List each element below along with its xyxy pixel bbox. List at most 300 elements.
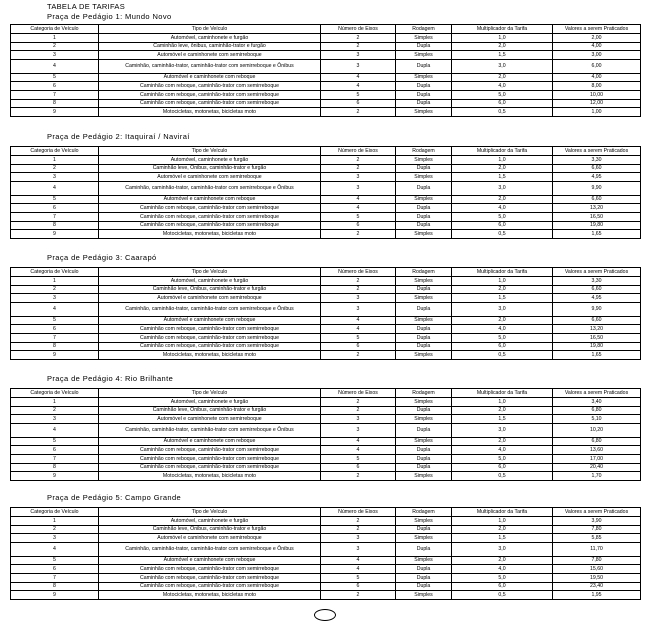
value-cell: 3,40 bbox=[553, 398, 641, 407]
value-cell: 6,00 bbox=[553, 59, 641, 73]
category-cell: 6 bbox=[11, 82, 99, 91]
page-number-marker bbox=[314, 609, 336, 621]
value-cell: 23,40 bbox=[553, 582, 641, 591]
wheelset-cell: Simples bbox=[396, 156, 452, 165]
wheelset-cell: Simples bbox=[396, 472, 452, 481]
axles-cell: 3 bbox=[321, 415, 396, 424]
value-cell: 13,20 bbox=[553, 325, 641, 334]
table-row bbox=[11, 90, 641, 99]
vehicle-type-cell: Caminhão com reboque, caminhão-trator com semirreboque bbox=[99, 582, 321, 591]
table-header-row bbox=[11, 508, 641, 517]
column-header-multiplier: Multiplicador da Tarifa bbox=[452, 389, 553, 398]
category-cell: 5 bbox=[11, 556, 99, 565]
category-cell: 9 bbox=[11, 472, 99, 481]
vehicle-type-cell: Caminhão com reboque, caminhão-trator com semirreboque bbox=[99, 342, 321, 351]
value-cell: 16,50 bbox=[553, 212, 641, 221]
axles-cell: 4 bbox=[321, 195, 396, 204]
category-cell: 5 bbox=[11, 316, 99, 325]
wheelset-cell: Dupla bbox=[396, 181, 452, 195]
table-row bbox=[11, 173, 641, 182]
table-row bbox=[11, 406, 641, 415]
wheelset-cell: Dupla bbox=[396, 542, 452, 556]
axles-cell: 2 bbox=[321, 156, 396, 165]
multiplier-cell: 6,0 bbox=[452, 582, 553, 591]
vehicle-type-cell: Motocicletas, motonetas, bicicletas moto bbox=[99, 351, 321, 360]
axles-cell: 3 bbox=[321, 51, 396, 60]
wheelset-cell: Dupla bbox=[396, 285, 452, 294]
multiplier-cell: 5,0 bbox=[452, 454, 553, 463]
category-cell: 9 bbox=[11, 108, 99, 117]
column-header-category: Categoria de Veículo bbox=[11, 268, 99, 277]
axles-cell: 2 bbox=[321, 472, 396, 481]
wheelset-cell: Dupla bbox=[396, 59, 452, 73]
vehicle-type-cell: Motocicletas, motonetas, bicicletas moto bbox=[99, 108, 321, 117]
multiplier-cell: 3,0 bbox=[452, 542, 553, 556]
vehicle-type-cell: Automóvel, caminhonete e furgão bbox=[99, 398, 321, 407]
multiplier-cell: 3,0 bbox=[452, 181, 553, 195]
wheelset-cell: Dupla bbox=[396, 525, 452, 534]
vehicle-type-cell: Caminhão, caminhão-trator, caminhão-trator com semirreboque e Ônibus bbox=[99, 181, 321, 195]
axles-cell: 5 bbox=[321, 212, 396, 221]
wheelset-cell: Dupla bbox=[396, 573, 452, 582]
axles-cell: 5 bbox=[321, 454, 396, 463]
column-header-axles: Número de Eixos bbox=[321, 508, 396, 517]
category-cell: 5 bbox=[11, 73, 99, 82]
vehicle-type-cell: Automóvel, caminhonete e furgão bbox=[99, 517, 321, 526]
multiplier-cell: 1,0 bbox=[452, 34, 553, 43]
vehicle-type-cell: Caminhão, caminhão-trator, caminhão-trator com semirreboque e Ônibus bbox=[99, 302, 321, 316]
table-row bbox=[11, 351, 641, 360]
column-header-category: Categoria de Veículo bbox=[11, 25, 99, 34]
column-header-category: Categoria de Veículo bbox=[11, 147, 99, 156]
wheelset-cell: Dupla bbox=[396, 565, 452, 574]
category-cell: 3 bbox=[11, 415, 99, 424]
category-cell: 5 bbox=[11, 437, 99, 446]
wheelset-cell: Simples bbox=[396, 51, 452, 60]
axles-cell: 6 bbox=[321, 582, 396, 591]
section-title-campo-grande: Praça de Pedágio 5: Campo Grande bbox=[47, 493, 182, 502]
table-row bbox=[11, 463, 641, 472]
wheelset-cell: Dupla bbox=[396, 463, 452, 472]
vehicle-type-cell: Caminhão leve, Ônibus, caminhão-trator e furgão bbox=[99, 164, 321, 173]
section-title-caarapo: Praça de Pedágio 3: Caarapó bbox=[47, 253, 157, 262]
table-row bbox=[11, 285, 641, 294]
tariff-table-campo-grande bbox=[10, 507, 641, 600]
value-cell: 20,40 bbox=[553, 463, 641, 472]
axles-cell: 3 bbox=[321, 534, 396, 543]
wheelset-cell: Simples bbox=[396, 34, 452, 43]
multiplier-cell: 3,0 bbox=[452, 302, 553, 316]
table-row bbox=[11, 446, 641, 455]
category-cell: 1 bbox=[11, 34, 99, 43]
value-cell: 15,60 bbox=[553, 565, 641, 574]
value-cell: 3,00 bbox=[553, 51, 641, 60]
wheelset-cell: Dupla bbox=[396, 42, 452, 51]
wheelset-cell: Dupla bbox=[396, 82, 452, 91]
column-header-category: Categoria de Veículo bbox=[11, 389, 99, 398]
column-header-vehicle-type: Tipo de Veículo bbox=[99, 508, 321, 517]
category-cell: 6 bbox=[11, 446, 99, 455]
category-cell: 4 bbox=[11, 59, 99, 73]
multiplier-cell: 1,0 bbox=[452, 517, 553, 526]
multiplier-cell: 0,5 bbox=[452, 108, 553, 117]
category-cell: 2 bbox=[11, 164, 99, 173]
value-cell: 1,70 bbox=[553, 472, 641, 481]
table-row bbox=[11, 573, 641, 582]
vehicle-type-cell: Automóvel e caminhonete com reboque bbox=[99, 437, 321, 446]
column-header-value: Valores a serem Praticados bbox=[553, 508, 641, 517]
axles-cell: 4 bbox=[321, 82, 396, 91]
value-cell: 1,65 bbox=[553, 351, 641, 360]
multiplier-cell: 6,0 bbox=[452, 342, 553, 351]
wheelset-cell: Dupla bbox=[396, 204, 452, 213]
category-cell: 6 bbox=[11, 565, 99, 574]
table-row bbox=[11, 59, 641, 73]
vehicle-type-cell: Caminhão com reboque, caminhão-trator com semirreboque bbox=[99, 212, 321, 221]
value-cell: 19,50 bbox=[553, 573, 641, 582]
category-cell: 9 bbox=[11, 351, 99, 360]
table-row bbox=[11, 99, 641, 108]
wheelset-cell: Simples bbox=[396, 517, 452, 526]
vehicle-type-cell: Motocicletas, motonetas, bicicletas moto bbox=[99, 472, 321, 481]
table-row bbox=[11, 591, 641, 600]
wheelset-cell: Dupla bbox=[396, 446, 452, 455]
column-header-value: Valores a serem Praticados bbox=[553, 147, 641, 156]
table-row bbox=[11, 534, 641, 543]
axles-cell: 2 bbox=[321, 42, 396, 51]
wheelset-cell: Dupla bbox=[396, 325, 452, 334]
table-row bbox=[11, 582, 641, 591]
column-header-wheelset: Rodagem bbox=[396, 25, 452, 34]
table-row bbox=[11, 181, 641, 195]
wheelset-cell: Dupla bbox=[396, 454, 452, 463]
vehicle-type-cell: Caminhão com reboque, caminhão-trator com semirreboque bbox=[99, 565, 321, 574]
category-cell: 5 bbox=[11, 195, 99, 204]
vehicle-type-cell: Caminhão com reboque, caminhão-trator com semirreboque bbox=[99, 333, 321, 342]
category-cell: 9 bbox=[11, 591, 99, 600]
wheelset-cell: Simples bbox=[396, 437, 452, 446]
table-row bbox=[11, 195, 641, 204]
table-row bbox=[11, 34, 641, 43]
column-header-multiplier: Multiplicador da Tarifa bbox=[452, 508, 553, 517]
multiplier-cell: 3,0 bbox=[452, 59, 553, 73]
axles-cell: 2 bbox=[321, 164, 396, 173]
axles-cell: 4 bbox=[321, 316, 396, 325]
multiplier-cell: 6,0 bbox=[452, 463, 553, 472]
vehicle-type-cell: Caminhão com reboque, caminhão-trator com semirreboque bbox=[99, 82, 321, 91]
multiplier-cell: 4,0 bbox=[452, 325, 553, 334]
wheelset-cell: Dupla bbox=[396, 406, 452, 415]
column-header-multiplier: Multiplicador da Tarifa bbox=[452, 268, 553, 277]
multiplier-cell: 4,0 bbox=[452, 565, 553, 574]
wheelset-cell: Dupla bbox=[396, 221, 452, 230]
category-cell: 7 bbox=[11, 573, 99, 582]
table-row bbox=[11, 156, 641, 165]
value-cell: 1,00 bbox=[553, 108, 641, 117]
value-cell: 9,90 bbox=[553, 181, 641, 195]
tariff-table-mundo-novo bbox=[10, 24, 641, 117]
value-cell: 13,60 bbox=[553, 446, 641, 455]
section-title-rio-brilhante: Praça de Pedágio 4: Rio Brilhante bbox=[47, 374, 174, 383]
table-row bbox=[11, 525, 641, 534]
axles-cell: 4 bbox=[321, 565, 396, 574]
value-cell: 4,00 bbox=[553, 73, 641, 82]
axles-cell: 3 bbox=[321, 423, 396, 437]
value-cell: 3,30 bbox=[553, 156, 641, 165]
value-cell: 3,30 bbox=[553, 277, 641, 286]
category-cell: 8 bbox=[11, 582, 99, 591]
vehicle-type-cell: Caminhão, caminhão-trator, caminhão-trator com semirreboque e Ônibus bbox=[99, 542, 321, 556]
category-cell: 4 bbox=[11, 302, 99, 316]
axles-cell: 6 bbox=[321, 99, 396, 108]
axles-cell: 3 bbox=[321, 173, 396, 182]
axles-cell: 4 bbox=[321, 556, 396, 565]
multiplier-cell: 3,0 bbox=[452, 423, 553, 437]
vehicle-type-cell: Caminhão leve, Ônibus, caminhão-trator e furgão bbox=[99, 525, 321, 534]
category-cell: 3 bbox=[11, 173, 99, 182]
category-cell: 1 bbox=[11, 156, 99, 165]
multiplier-cell: 2,0 bbox=[452, 42, 553, 51]
tariff-table-rio-brilhante bbox=[10, 388, 641, 481]
column-header-wheelset: Rodagem bbox=[396, 147, 452, 156]
axles-cell: 4 bbox=[321, 437, 396, 446]
section-title-itaquirai-navirai: Praça de Pedágio 2: Itaquiraí / Naviraí bbox=[47, 132, 190, 141]
category-cell: 4 bbox=[11, 542, 99, 556]
column-header-multiplier: Multiplicador da Tarifa bbox=[452, 25, 553, 34]
vehicle-type-cell: Caminhão com reboque, caminhão-trator com semirreboque bbox=[99, 454, 321, 463]
multiplier-cell: 0,5 bbox=[452, 591, 553, 600]
wheelset-cell: Dupla bbox=[396, 582, 452, 591]
axles-cell: 5 bbox=[321, 573, 396, 582]
category-cell: 7 bbox=[11, 454, 99, 463]
axles-cell: 2 bbox=[321, 398, 396, 407]
wheelset-cell: Simples bbox=[396, 277, 452, 286]
value-cell: 6,80 bbox=[553, 406, 641, 415]
multiplier-cell: 5,0 bbox=[452, 573, 553, 582]
value-cell: 5,85 bbox=[553, 534, 641, 543]
axles-cell: 3 bbox=[321, 294, 396, 303]
column-header-vehicle-type: Tipo de Veículo bbox=[99, 389, 321, 398]
wheelset-cell: Simples bbox=[396, 173, 452, 182]
multiplier-cell: 2,0 bbox=[452, 437, 553, 446]
category-cell: 8 bbox=[11, 221, 99, 230]
value-cell: 2,00 bbox=[553, 34, 641, 43]
multiplier-cell: 1,0 bbox=[452, 398, 553, 407]
vehicle-type-cell: Caminhão, caminhão-trator, caminhão-trator com semirreboque e Ônibus bbox=[99, 59, 321, 73]
value-cell: 1,95 bbox=[553, 591, 641, 600]
value-cell: 4,00 bbox=[553, 42, 641, 51]
column-header-value: Valores a serem Praticados bbox=[553, 268, 641, 277]
value-cell: 7,80 bbox=[553, 556, 641, 565]
wheelset-cell: Simples bbox=[396, 591, 452, 600]
axles-cell: 5 bbox=[321, 90, 396, 99]
value-cell: 4,95 bbox=[553, 173, 641, 182]
multiplier-cell: 1,0 bbox=[452, 277, 553, 286]
multiplier-cell: 1,5 bbox=[452, 534, 553, 543]
axles-cell: 2 bbox=[321, 351, 396, 360]
vehicle-type-cell: Caminhão leve, ônibus, caminhão-trator e furgão bbox=[99, 42, 321, 51]
multiplier-cell: 4,0 bbox=[452, 204, 553, 213]
multiplier-cell: 2,0 bbox=[452, 525, 553, 534]
vehicle-type-cell: Caminhão com reboque, caminhão-trator com semirreboque bbox=[99, 463, 321, 472]
multiplier-cell: 2,0 bbox=[452, 195, 553, 204]
table-row bbox=[11, 423, 641, 437]
vehicle-type-cell: Caminhão com reboque, caminhão-trator com semirreboque bbox=[99, 573, 321, 582]
value-cell: 17,00 bbox=[553, 454, 641, 463]
vehicle-type-cell: Motocicletas, motonetas, bicicletas moto bbox=[99, 591, 321, 600]
vehicle-type-cell: Automóvel, caminhonete e furgão bbox=[99, 34, 321, 43]
multiplier-cell: 2,0 bbox=[452, 164, 553, 173]
vehicle-type-cell: Automóvel e caminhonete com reboque bbox=[99, 73, 321, 82]
wheelset-cell: Dupla bbox=[396, 164, 452, 173]
axles-cell: 4 bbox=[321, 325, 396, 334]
value-cell: 4,95 bbox=[553, 294, 641, 303]
wheelset-cell: Dupla bbox=[396, 302, 452, 316]
table-header-row bbox=[11, 147, 641, 156]
value-cell: 6,60 bbox=[553, 164, 641, 173]
table-row bbox=[11, 415, 641, 424]
vehicle-type-cell: Automóvel e caminhonete com reboque bbox=[99, 316, 321, 325]
vehicle-type-cell: Automóvel, caminhonete e furgão bbox=[99, 156, 321, 165]
table-row bbox=[11, 230, 641, 239]
table-row bbox=[11, 454, 641, 463]
table-row bbox=[11, 342, 641, 351]
multiplier-cell: 1,5 bbox=[452, 294, 553, 303]
table-row bbox=[11, 542, 641, 556]
multiplier-cell: 5,0 bbox=[452, 90, 553, 99]
vehicle-type-cell: Caminhão com reboque, caminhão-trator com semirreboque bbox=[99, 446, 321, 455]
category-cell: 3 bbox=[11, 534, 99, 543]
table-row bbox=[11, 108, 641, 117]
category-cell: 6 bbox=[11, 325, 99, 334]
category-cell: 4 bbox=[11, 423, 99, 437]
table-header-row bbox=[11, 268, 641, 277]
wheelset-cell: Simples bbox=[396, 73, 452, 82]
wheelset-cell: Simples bbox=[396, 316, 452, 325]
category-cell: 8 bbox=[11, 99, 99, 108]
table-row bbox=[11, 277, 641, 286]
table-row bbox=[11, 221, 641, 230]
wheelset-cell: Simples bbox=[396, 415, 452, 424]
multiplier-cell: 6,0 bbox=[452, 221, 553, 230]
column-header-wheelset: Rodagem bbox=[396, 508, 452, 517]
column-header-axles: Número de Eixos bbox=[321, 25, 396, 34]
column-header-category: Categoria de Veículo bbox=[11, 508, 99, 517]
table-row bbox=[11, 333, 641, 342]
vehicle-type-cell: Automóvel e caminhonete com semirreboque bbox=[99, 534, 321, 543]
wheelset-cell: Simples bbox=[396, 294, 452, 303]
category-cell: 1 bbox=[11, 277, 99, 286]
axles-cell: 2 bbox=[321, 230, 396, 239]
vehicle-type-cell: Caminhão com reboque, caminhão-trator com semirreboque bbox=[99, 325, 321, 334]
category-cell: 3 bbox=[11, 51, 99, 60]
category-cell: 2 bbox=[11, 406, 99, 415]
axles-cell: 3 bbox=[321, 302, 396, 316]
multiplier-cell: 0,5 bbox=[452, 472, 553, 481]
wheelset-cell: Simples bbox=[396, 534, 452, 543]
category-cell: 2 bbox=[11, 525, 99, 534]
wheelset-cell: Dupla bbox=[396, 99, 452, 108]
multiplier-cell: 2,0 bbox=[452, 285, 553, 294]
axles-cell: 2 bbox=[321, 277, 396, 286]
axles-cell: 3 bbox=[321, 59, 396, 73]
column-header-axles: Número de Eixos bbox=[321, 389, 396, 398]
axles-cell: 2 bbox=[321, 34, 396, 43]
value-cell: 12,00 bbox=[553, 99, 641, 108]
category-cell: 2 bbox=[11, 42, 99, 51]
column-header-value: Valores a serem Praticados bbox=[553, 25, 641, 34]
value-cell: 11,70 bbox=[553, 542, 641, 556]
column-header-vehicle-type: Tipo de Veículo bbox=[99, 25, 321, 34]
column-header-wheelset: Rodagem bbox=[396, 389, 452, 398]
multiplier-cell: 6,0 bbox=[452, 99, 553, 108]
vehicle-type-cell: Caminhão leve, Ônibus, caminhão-trator e furgão bbox=[99, 285, 321, 294]
category-cell: 9 bbox=[11, 230, 99, 239]
column-header-axles: Número de Eixos bbox=[321, 147, 396, 156]
vehicle-type-cell: Caminhão com reboque, caminhão-trator com semirreboque bbox=[99, 90, 321, 99]
wheelset-cell: Simples bbox=[396, 195, 452, 204]
category-cell: 3 bbox=[11, 294, 99, 303]
value-cell: 3,90 bbox=[553, 517, 641, 526]
table-row bbox=[11, 73, 641, 82]
value-cell: 9,90 bbox=[553, 302, 641, 316]
value-cell: 13,20 bbox=[553, 204, 641, 213]
multiplier-cell: 2,0 bbox=[452, 316, 553, 325]
value-cell: 19,80 bbox=[553, 221, 641, 230]
column-header-value: Valores a serem Praticados bbox=[553, 389, 641, 398]
value-cell: 7,80 bbox=[553, 525, 641, 534]
table-row bbox=[11, 212, 641, 221]
vehicle-type-cell: Automóvel e caminhonete com reboque bbox=[99, 556, 321, 565]
tariff-table-caarapo bbox=[10, 267, 641, 360]
section-title-mundo-novo: Praça de Pedágio 1: Mundo Novo bbox=[47, 12, 172, 21]
table-row bbox=[11, 565, 641, 574]
document-title: TABELA DE TARIFAS bbox=[47, 2, 126, 11]
value-cell: 1,65 bbox=[553, 230, 641, 239]
table-row bbox=[11, 302, 641, 316]
vehicle-type-cell: Automóvel, caminhonete e furgão bbox=[99, 277, 321, 286]
value-cell: 10,20 bbox=[553, 423, 641, 437]
table-row bbox=[11, 556, 641, 565]
table-row bbox=[11, 51, 641, 60]
table-row bbox=[11, 398, 641, 407]
multiplier-cell: 0,5 bbox=[452, 351, 553, 360]
vehicle-type-cell: Automóvel e caminhonete com semirreboque bbox=[99, 415, 321, 424]
axles-cell: 6 bbox=[321, 463, 396, 472]
multiplier-cell: 1,5 bbox=[452, 415, 553, 424]
column-header-vehicle-type: Tipo de Veículo bbox=[99, 147, 321, 156]
wheelset-cell: Dupla bbox=[396, 333, 452, 342]
vehicle-type-cell: Automóvel e caminhonete com semirreboque bbox=[99, 294, 321, 303]
table-row bbox=[11, 294, 641, 303]
axles-cell: 3 bbox=[321, 542, 396, 556]
table-row bbox=[11, 82, 641, 91]
category-cell: 2 bbox=[11, 285, 99, 294]
vehicle-type-cell: Automóvel e caminhonete com semirreboque bbox=[99, 173, 321, 182]
vehicle-type-cell: Motocicletas, motonetas, bicicletas moto bbox=[99, 230, 321, 239]
vehicle-type-cell: Caminhão com reboque, caminhão-trator com semirreboque bbox=[99, 99, 321, 108]
multiplier-cell: 1,5 bbox=[452, 173, 553, 182]
table-row bbox=[11, 164, 641, 173]
value-cell: 6,60 bbox=[553, 285, 641, 294]
multiplier-cell: 2,0 bbox=[452, 406, 553, 415]
value-cell: 6,60 bbox=[553, 195, 641, 204]
value-cell: 6,60 bbox=[553, 316, 641, 325]
column-header-axles: Número de Eixos bbox=[321, 268, 396, 277]
wheelset-cell: Dupla bbox=[396, 212, 452, 221]
wheelset-cell: Simples bbox=[396, 230, 452, 239]
vehicle-type-cell: Automóvel e caminhonete com semirreboque bbox=[99, 51, 321, 60]
